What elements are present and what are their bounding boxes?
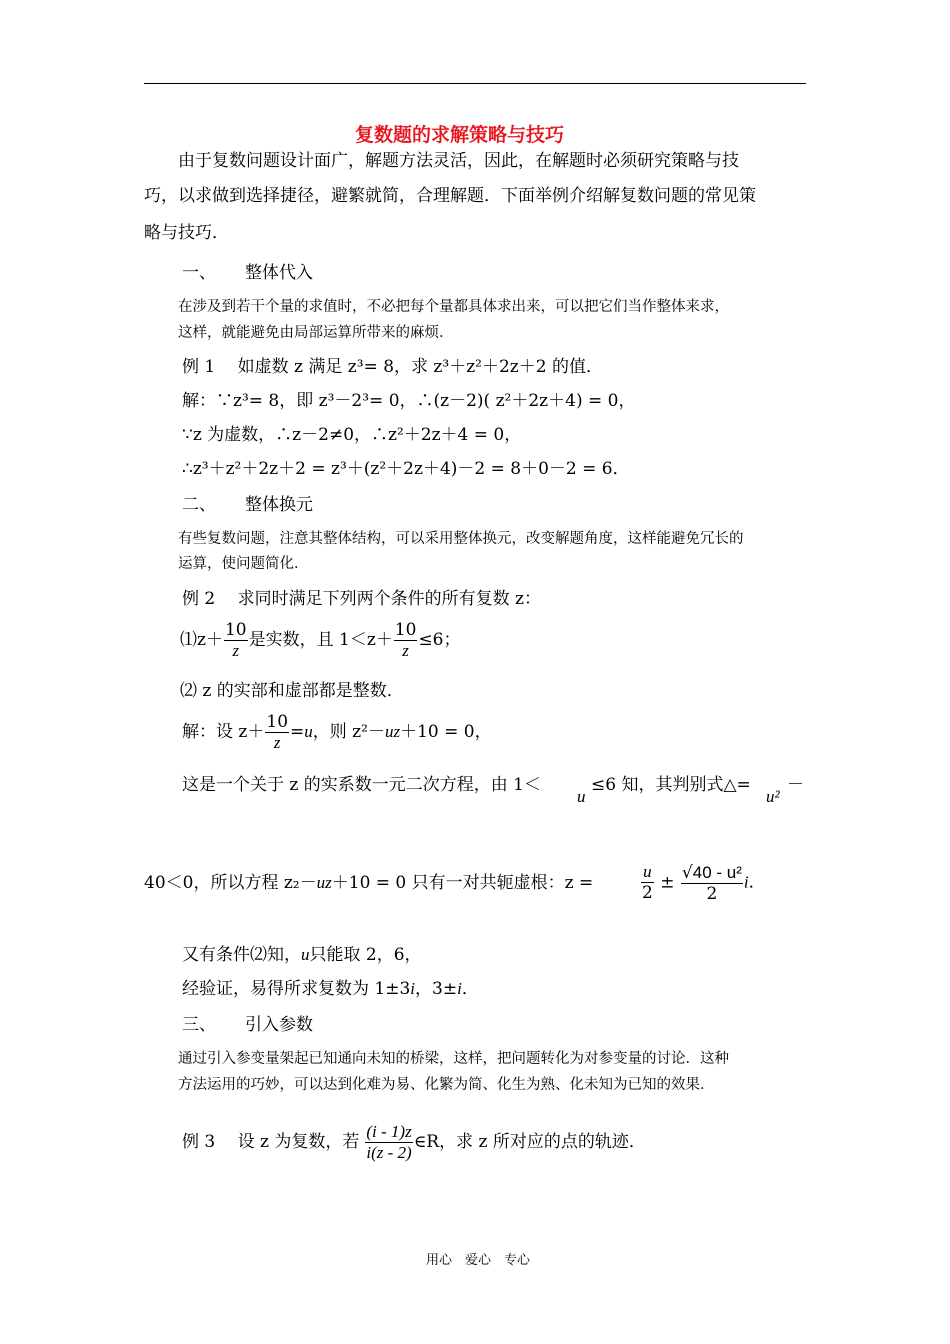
fraction-numerator: 10 — [394, 620, 417, 640]
end-dot: ． — [748, 872, 766, 893]
solution-2-line-4 — [182, 944, 422, 966]
section-1-number: 一、 — [182, 263, 216, 283]
section-1-heading: 整体代入 — [245, 263, 313, 283]
solution-1-line-1: 解：∵z³= 8，即 z³－2³= 0，∴(z－2)( z²＋2z＋4) = 0， — [182, 391, 636, 411]
fraction-u-over-2 — [641, 862, 654, 903]
intro-line-3: 略与技巧． — [144, 223, 229, 243]
solution-2-line-2-c: － — [787, 775, 804, 795]
fraction-numerator: u — [641, 862, 654, 883]
page-footer: 用心 爱心 专心 — [426, 1253, 531, 1268]
section-2-desc-1: 有些复数问题，注意其整体结构，可以采用整体换元，改变解题角度，这样能避免冗长的 — [178, 531, 744, 547]
var-uz: uz — [384, 722, 401, 741]
intro-line-2: 巧，以求做到选择捷径，避繁就简，合理解题．下面举例介绍解复数问题的常见策 — [144, 186, 756, 206]
sol-2-5-a: 经验证，易得所求复数为 1±3 — [182, 979, 411, 999]
condition-1-prefix: ⑴z＋ — [180, 630, 223, 650]
var-i-3: i — [457, 979, 462, 998]
solution-2-line-2-a: 这是一个关于 z 的实系数一元二次方程，由 1＜ — [182, 775, 541, 795]
fraction-10-over-z-3 — [265, 712, 289, 753]
condition-2: ⑵ z 的实部和虚部都是整数． — [180, 681, 404, 701]
fraction-denominator: 2 — [642, 883, 653, 904]
section-3-number: 三、 — [182, 1015, 216, 1035]
sol-2-5-c: ． — [461, 979, 479, 999]
fraction-expression — [365, 1122, 412, 1163]
fraction-numerator: (i - 1)z — [366, 1122, 412, 1141]
intro-line-1: 由于复数问题设计面广，解题方法灵活，因此，在解题时必须研究策略与技 — [178, 151, 739, 171]
fraction-denominator: i(z - 2) — [366, 1143, 412, 1162]
solution-2-line-5 — [182, 978, 479, 1000]
sol-2-4-a: 又有条件⑵知， — [182, 945, 301, 965]
fraction-numerator: 10 — [224, 620, 247, 640]
section-3-desc-2: 方法运用的巧妙，可以达到化难为易、化繁为简、化生为熟、化未知为已知的效果． — [178, 1077, 715, 1093]
fraction-denominator: z — [232, 641, 240, 660]
root-formula — [640, 862, 766, 904]
section-3-heading: 引入参数 — [245, 1015, 313, 1035]
section-1-desc-2: 这样，就能避免由局部运算所带来的麻烦． — [178, 325, 454, 341]
var-u-squared: u² — [766, 787, 780, 806]
sol-2-3-a: 40＜0，所以方程 z₂－ — [144, 873, 317, 893]
condition-1-suffix: ≤6； — [418, 630, 461, 650]
example-1: 例 1 如虚数 z 满足 z³= 8，求 z³＋z²＋2z＋2 的值． — [182, 357, 603, 377]
fraction-denominator: z — [402, 641, 409, 660]
solution-1-line-3: ∴z³＋z²＋2z＋2 = z³＋(z²＋2z＋4)－2 = 8＋0－2 = 6． — [182, 459, 630, 479]
sol-2-5-b: ，3± — [415, 979, 458, 999]
var-uz-2: uz — [316, 873, 332, 892]
condition-1-middle: 是实数，且 1＜z＋ — [248, 630, 393, 650]
fraction-numerator: 10 — [266, 712, 289, 732]
var-i-2: i — [410, 979, 416, 998]
fraction-10-over-z — [224, 620, 248, 661]
example-3 — [182, 1122, 646, 1163]
sol-2-1-c: ，则 z²－ — [312, 722, 385, 742]
fraction-10-over-z-2 — [394, 620, 418, 661]
fraction-denominator: z — [273, 733, 281, 752]
plus-minus-sign: ± — [660, 872, 675, 893]
sol-2-3-b: ＋10 = 0 只有一对共轭虚根：z = — [331, 873, 594, 893]
var-u-3: u — [301, 945, 310, 964]
sqrt-expression — [681, 862, 743, 884]
var-i: i — [743, 872, 749, 892]
radicand: 40 - u² — [692, 862, 742, 882]
example-2: 例 2 求同时满足下列两个条件的所有复数 z： — [182, 589, 541, 609]
section-2-number: 二、 — [182, 495, 216, 515]
sol-2-4-b: 只能取 2，6， — [309, 945, 422, 965]
sol-2-1-eq: = — [290, 722, 305, 742]
var-u: u — [304, 722, 313, 741]
section-3-desc-1: 通过引入参变量架起已知通向未知的桥梁，这样，把问题转化为对参变量的讨论．这种 — [178, 1051, 729, 1067]
solution-2-line-3 — [144, 872, 593, 894]
condition-1 — [180, 620, 461, 661]
section-2-heading: 整体换元 — [245, 495, 313, 515]
example-3-prefix: 例 3 设 z 为复数，若 — [182, 1132, 360, 1152]
header-rule — [144, 83, 806, 84]
solution-2-line-2-b: ≤6 知，其判别式△= — [591, 775, 751, 795]
fraction-sqrt-over-2 — [681, 862, 743, 904]
section-2-desc-2: 运算，使问题简化． — [178, 556, 309, 572]
var-u-low: u — [577, 787, 586, 806]
page-title: 复数题的求解策略与技巧 — [355, 124, 565, 146]
section-1-desc-1: 在涉及到若干个量的求值时，不必把每个量都具体求出来，可以把它们当作整体来求， — [178, 299, 729, 315]
fraction-denominator: 2 — [706, 883, 718, 904]
sol-2-1-d: ＋10 = 0， — [400, 722, 492, 742]
solution-2-line-1 — [182, 712, 492, 753]
example-3-suffix: ∈R，求 z 所对应的点的轨迹． — [413, 1132, 646, 1152]
solution-1-line-2: ∵z 为虚数，∴z－2≠0，∴z²＋2z＋4 = 0， — [182, 425, 522, 445]
sqrt-sign-icon: √ — [681, 862, 693, 883]
sol-2-1-a: 解：设 z＋ — [182, 722, 265, 742]
